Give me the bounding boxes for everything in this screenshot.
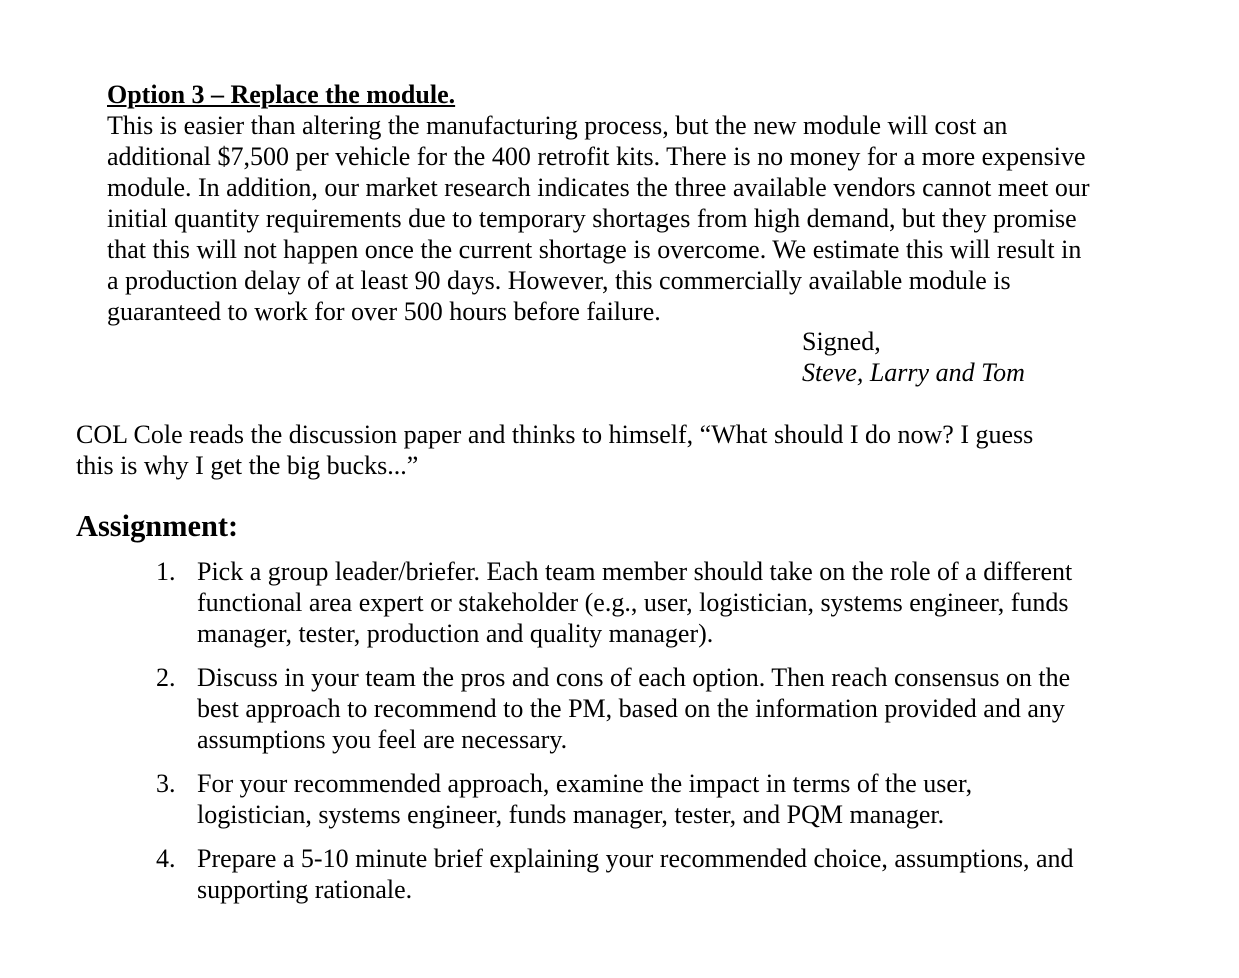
list-item-number: 2. (156, 663, 176, 692)
list-item (0, 768, 1239, 830)
paragraph-line: initial quantity requirements due to temporary shortages from high demand, but they promise (107, 204, 1077, 233)
narrative-paragraph (76, 419, 1116, 481)
paragraph-line: module. In addition, our market research indicates the three available vendors cannot meet our (107, 173, 1090, 202)
option-3-paragraph (107, 110, 1147, 327)
list-item (0, 662, 1239, 755)
list-item (0, 843, 1239, 905)
assignment-list (0, 556, 1239, 918)
signature-label: Signed, (802, 327, 881, 356)
list-item (0, 556, 1239, 649)
signature-block (802, 326, 1025, 388)
paragraph-line: a production delay of at least 90 days. However, this commercially available module is (107, 266, 1011, 295)
list-item-number: 3. (156, 769, 176, 798)
list-item-line: Prepare a 5-10 minute brief explaining your recommended choice, assumptions, and (197, 844, 1074, 873)
list-item-line: best approach to recommend to the PM, based on the information provided and any (197, 694, 1065, 723)
list-item-line: For your recommended approach, examine the impact in terms of the user, (197, 769, 973, 798)
list-item-line: manager, tester, production and quality manager). (197, 619, 714, 648)
list-item-line: Pick a group leader/briefer. Each team member should take on the role of a different (197, 557, 1073, 586)
list-item-line: Discuss in your team the pros and cons of each option. Then reach consensus on the (197, 663, 1071, 692)
list-item-number: 1. (156, 557, 176, 586)
signature-names: Steve, Larry and Tom (802, 358, 1025, 387)
option-3-heading: Option 3 – Replace the module. (107, 80, 456, 109)
paragraph-line: This is easier than altering the manufacturing process, but the new module will cost an (107, 111, 1008, 140)
paragraph-line: additional $7,500 per vehicle for the 400 retrofit kits. There is no money for a more expensive (107, 142, 1086, 171)
paragraph-line: that this will not happen once the current shortage is overcome. We estimate this will result in (107, 235, 1082, 264)
paragraph-line: this is why I get the big bucks...” (76, 451, 419, 480)
assignment-heading: Assignment: (76, 509, 239, 543)
list-item-line: assumptions you feel are necessary. (197, 725, 568, 754)
list-item-line: logistician, systems engineer, funds manager, tester, and PQM manager. (197, 800, 945, 829)
option-3-section (107, 79, 1147, 327)
paragraph-line: guaranteed to work for over 500 hours before failure. (107, 297, 661, 326)
list-item-line: supporting rationale. (197, 875, 413, 904)
list-item-line: functional area expert or stakeholder (e.g., user, logistician, systems engineer, funds (197, 588, 1069, 617)
list-item-number: 4. (156, 844, 176, 873)
paragraph-line: COL Cole reads the discussion paper and thinks to himself, “What should I do now? I guess (76, 420, 1034, 449)
